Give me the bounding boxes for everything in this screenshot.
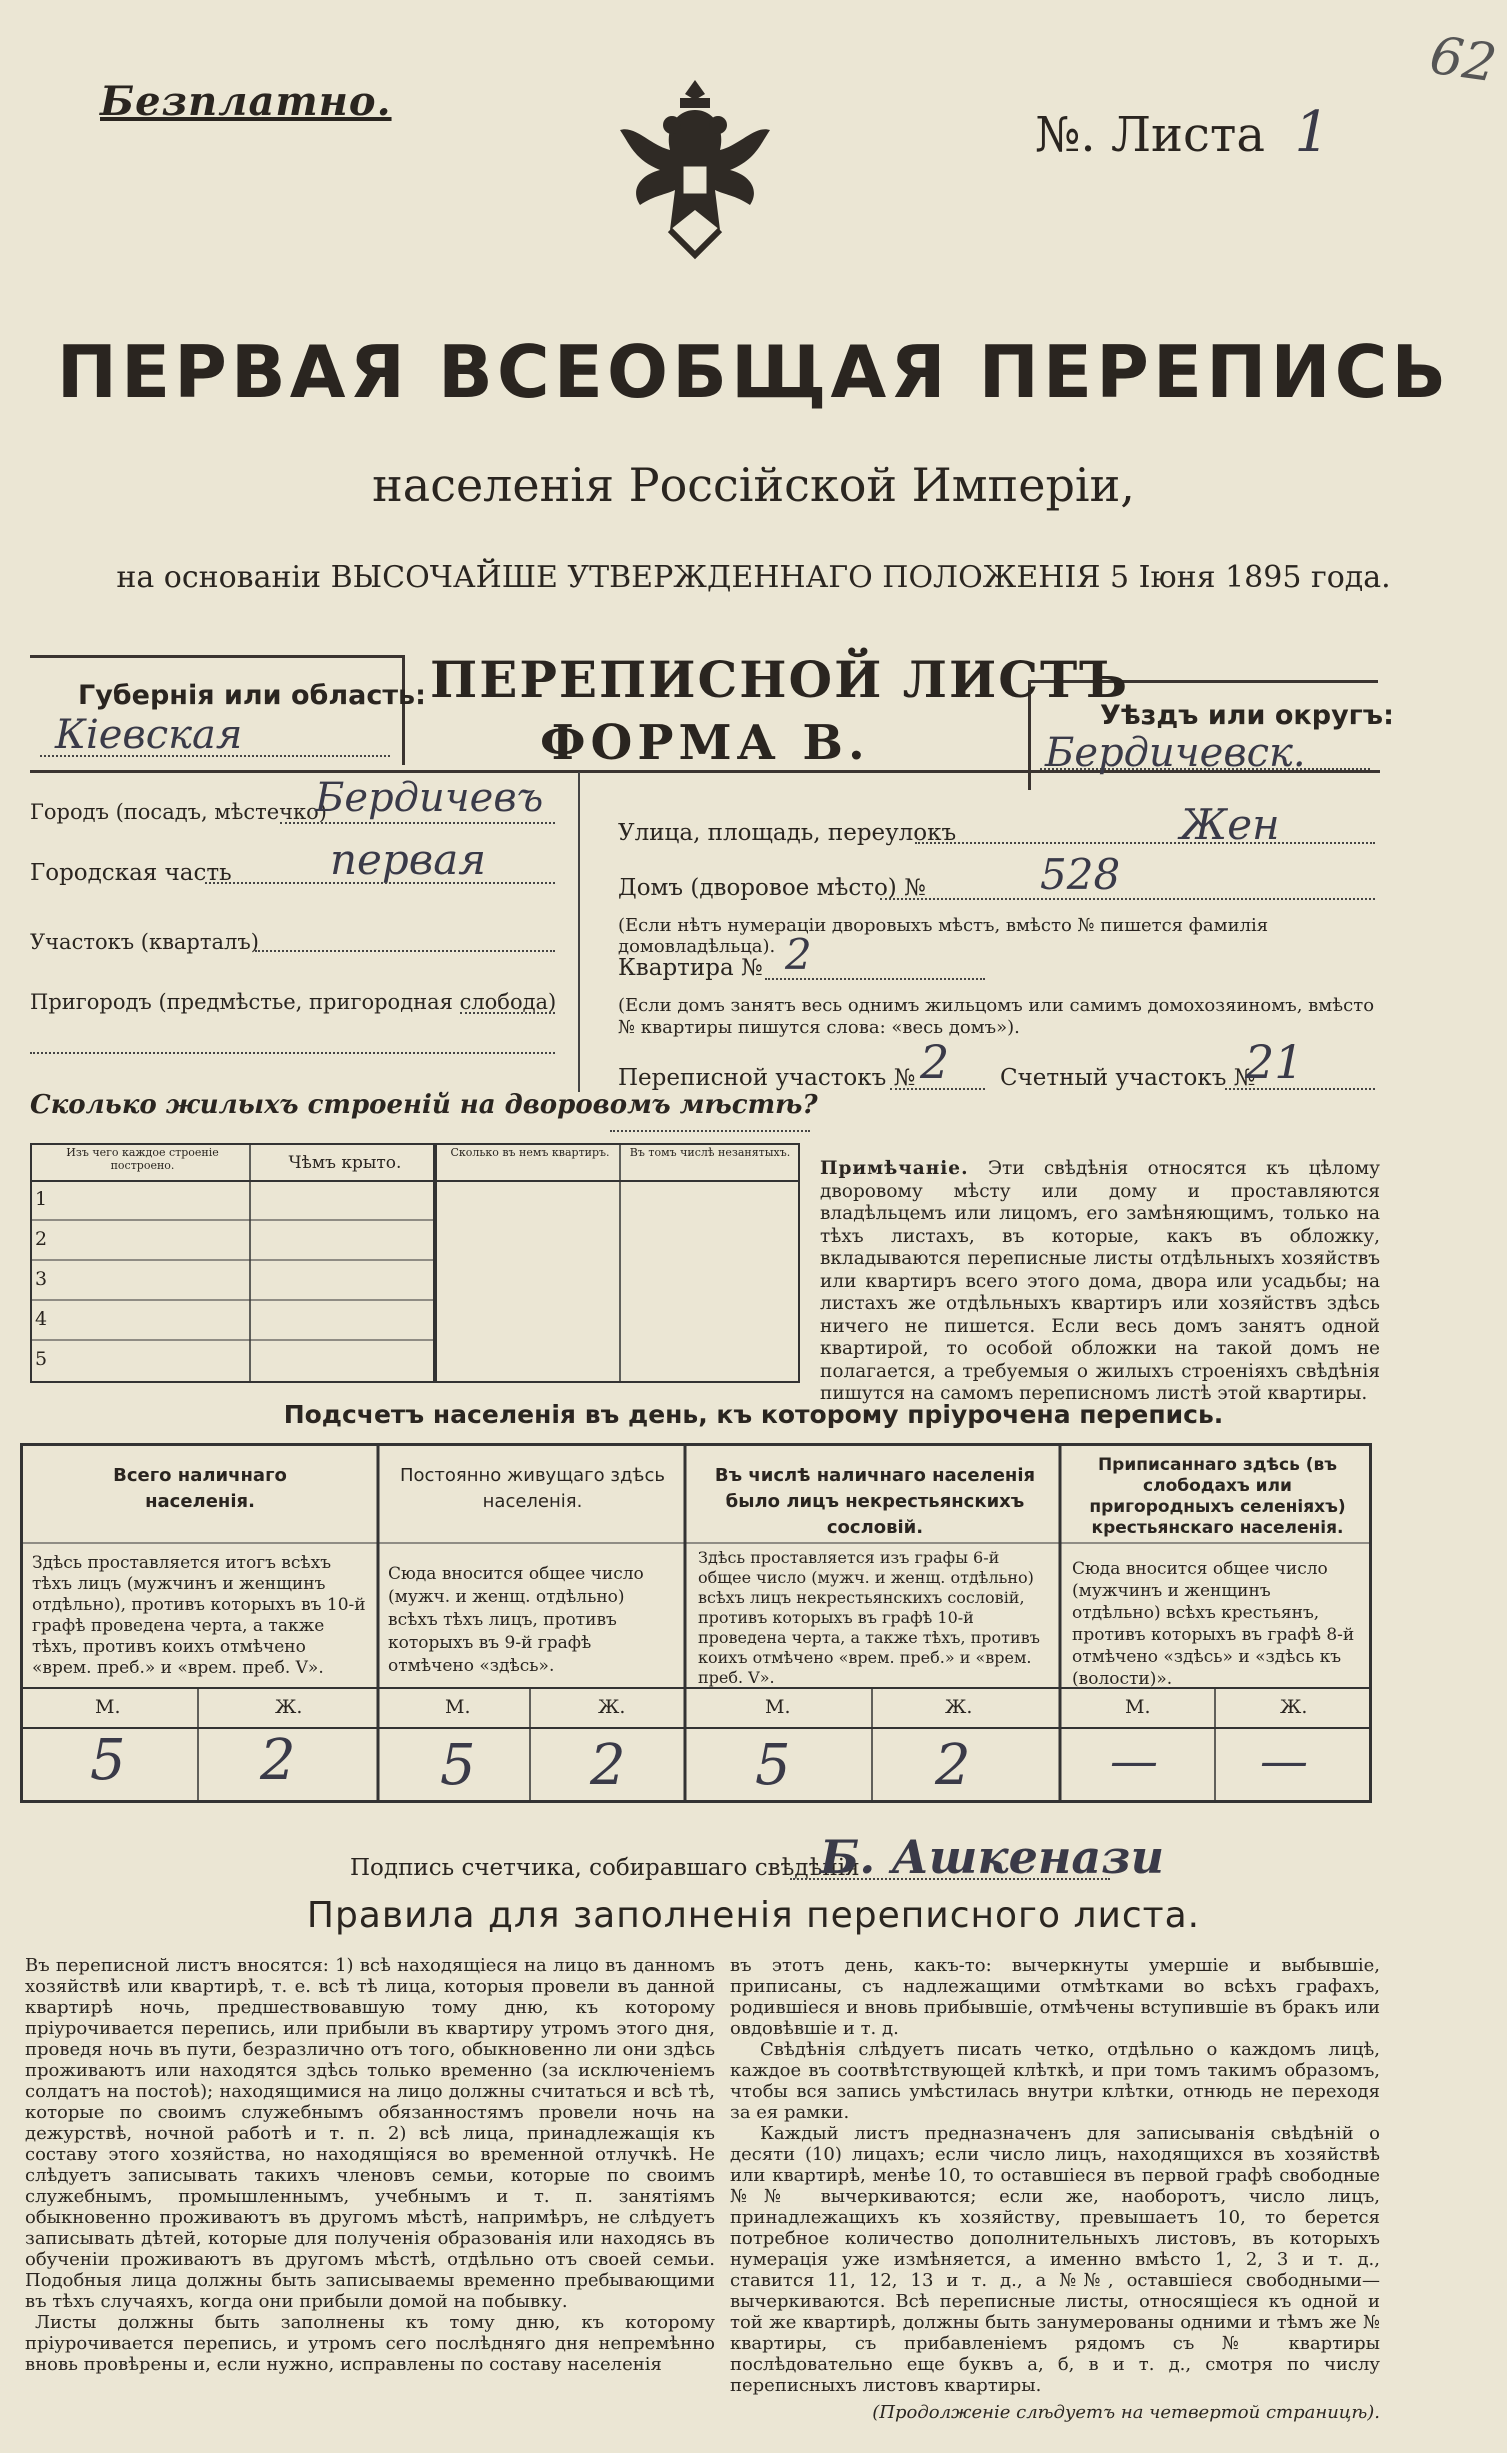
gubernia-label: Губернія или область: xyxy=(78,680,426,711)
uchastok-label: Участокъ (кварталъ) xyxy=(30,930,259,954)
chast-dots xyxy=(205,882,555,884)
rules-right-text-2: Свѣдѣнія слѣдуетъ писать четко, отдѣльно о каждомъ лицѣ, каждое въ соотвѣтствующей клѣткѣ, и при томъ такимъ образомъ, чтобы вся запись умѣстилась внутри клѣтки, отнюдь не переходя за ея рамки. xyxy=(730,2039,1380,2123)
pop-col4-f-value: — xyxy=(1260,1733,1308,1789)
uezd-label: Уѣздъ или округъ: xyxy=(1100,700,1394,731)
buildings-dots xyxy=(610,1130,810,1132)
buildings-question: Сколько жилыхъ строеній на дворовомъ мѣстѣ? xyxy=(30,1090,818,1120)
schetny-label: Счетный участокъ № xyxy=(1000,1065,1256,1091)
ulitsa-value: Жен xyxy=(1180,800,1280,849)
uchastok-dots xyxy=(255,950,555,952)
basis-line: на основаніи ВЫСОЧАЙШЕ УТВЕРЖДЕННАГО ПОЛОЖЕНІЯ 5 Іюня 1895 года. xyxy=(116,560,1391,595)
perepisnoy-label: Переписной участокъ № xyxy=(618,1065,916,1091)
note-text: Эти свѣдѣнія относятся къ цѣлому дворовому мѣсту или дому и проставляются владѣльцемъ или лицомъ, его замѣняющимъ, только на тѣхъ листахъ, въ которые, какъ въ обложку, вкладываются переписные листы отдѣльныхъ хозяйствъ или квартиръ всего этого дома, двора или усадьбы; на листахъ же отдѣльныхъ квартиръ или хозяйствъ здѣсь ничего не пишется. Если весь домъ занятъ одной квартирой, то особой обложки на такой домъ не полагается, а требуемыя о жилыхъ строеніяхъ свѣдѣнія пишутся на самомъ переписномъ листѣ этой квартиры. xyxy=(820,1158,1380,1404)
population-table xyxy=(20,1443,1372,1803)
prigorod-label: Пригородъ (предмѣстье, пригородная слобода) xyxy=(30,990,557,1014)
form-label: ФОРМА В. xyxy=(540,715,870,771)
row-number: 4 xyxy=(35,1308,48,1330)
pop-col3-m-value: 5 xyxy=(755,1733,791,1798)
pop-col4-m-value: — xyxy=(1110,1733,1158,1789)
gubernia-dots xyxy=(40,755,390,757)
chast-value: первая xyxy=(330,835,487,884)
schetny-dots xyxy=(1225,1088,1375,1090)
left-box-top xyxy=(30,655,405,658)
dom-dots xyxy=(880,898,1375,900)
dom-value: 528 xyxy=(1040,850,1121,899)
gorod-row: Городъ (посадъ, мѣстечко) xyxy=(30,800,328,824)
col-apts: Сколько въ немъ квартиръ. xyxy=(450,1146,610,1159)
pop-col3-m-label: М. xyxy=(765,1696,791,1718)
dom-note: (Если нѣтъ нумераціи дворовыхъ мѣстъ, вмѣсто № пишется фамилія домовладѣльца). xyxy=(618,915,1269,957)
pop-col4-f-label: Ж. xyxy=(1280,1696,1308,1718)
ulitsa-dots xyxy=(915,842,1375,844)
pop-col3-head: Въ числѣ наличнаго населенія было лицъ некрестьянскихъ сословій. xyxy=(714,1465,1036,1538)
uezd-dots xyxy=(1040,768,1370,770)
row-number: 5 xyxy=(35,1348,48,1370)
pop-col2-head: Постоянно живущаго здѣсь населенія. xyxy=(399,1465,665,1512)
prigorod-dots xyxy=(460,1012,555,1014)
uezd-value: Бердичевск. xyxy=(1045,730,1306,776)
pop-col2-f-value: 2 xyxy=(590,1733,626,1798)
buildings-table xyxy=(30,1143,800,1383)
rules-left-text-2: Листы должны быть заполнены къ тому дню, къ которому пріурочивается перепись, и утромъ сего послѣдняго дня непремѣнно вновь провѣрены и, если нужно, исправлены по составу населенія xyxy=(25,2312,715,2375)
pop-col2-m-label: М. xyxy=(445,1696,471,1718)
kvartira-label: Квартира № xyxy=(618,955,763,981)
col-roof: Чѣмъ крыто. xyxy=(288,1153,402,1173)
pop-col1-f-label: Ж. xyxy=(275,1696,303,1718)
pop-col1-f-value: 2 xyxy=(260,1728,296,1793)
pop-col3-desc: Здѣсь проставляется изъ графы 6-й общее число (мужч. и женщ. отдѣльно) всѣхъ лицъ некрестьянскихъ сословій, противъ которыхъ въ графѣ 10-й проведена черта, а также тѣхъ, противъ коихъ отмѣчено «врем. преб.» и «врем. преб. V». xyxy=(698,1548,1040,1687)
dom-label: Домъ (дворовое мѣсто) № xyxy=(618,875,926,901)
pop-col2-m-value: 5 xyxy=(440,1733,476,1798)
rules-continuation: (Продолженіе слѣдуетъ на четвертой страницѣ). xyxy=(872,2402,1380,2423)
signature-label: Подпись счетчика, собиравшаго свѣдѣнія xyxy=(350,1855,860,1881)
free-label: Безплатно. xyxy=(100,78,392,125)
note-title: Примѣчаніе. xyxy=(820,1158,969,1179)
buildings-note xyxy=(820,1158,1380,1406)
gorod-dots xyxy=(280,822,555,824)
kvartira-dots xyxy=(765,978,985,980)
pop-col4-desc: Сюда вносится общее число (мужчинъ и женщинъ отдѣльно) всѣхъ крестьянъ, противъ которыхъ въ графѣ 8-й отмѣчено «здѣсь» и «здѣсь къ (волости)». xyxy=(1072,1559,1355,1689)
kvartira-note: (Если домъ занятъ весь однимъ жильцомъ или самимъ домохозяиномъ, вмѣсто № квартиры пишутся слова: «весь домъ»). xyxy=(618,995,1375,1038)
rules-right-col xyxy=(730,1955,1380,2423)
pop-col1-desc: Здѣсь проставляется итогъ всѣхъ тѣхъ лицъ (мужчинъ и женщинъ отдѣльно), противъ которыхъ въ 10-й графѣ проведена черта, а также тѣхъ, противъ коихъ отмѣчено «врем. преб.» и «врем. преб. V». xyxy=(32,1553,366,1678)
prigorod-dots-2 xyxy=(30,1052,555,1054)
perepisnoy-dots xyxy=(890,1088,985,1090)
signature-value: Б. Ашкенази xyxy=(820,1830,1165,1884)
col-material: Изъ чего каждое строеніе построено. xyxy=(66,1146,219,1172)
pop-col1-head: Всего наличнаго населенія. xyxy=(113,1465,287,1512)
row-number: 2 xyxy=(35,1228,48,1250)
chast-label: Городская часть xyxy=(30,860,232,886)
double-headed-eagle-icon xyxy=(610,70,780,270)
page-stamp: 62 xyxy=(1426,25,1501,95)
pop-col3-f-label: Ж. xyxy=(945,1696,973,1718)
ulitsa-label: Улица, площадь, переулокъ xyxy=(618,820,957,846)
rules-title: Правила для заполненія переписного листа. xyxy=(306,1895,1201,1936)
pop-col4-m-label: М. xyxy=(1125,1696,1151,1718)
perepisnoy-value: 2 xyxy=(920,1035,950,1089)
pop-col1-m-value: 5 xyxy=(90,1728,126,1793)
population-heading: Подсчетъ населенія въ день, къ которому пріурочена перепись. xyxy=(283,1400,1224,1429)
sub-title: населенія Россійской Имперіи, xyxy=(372,458,1135,512)
col-empty: Въ томъ числѣ незанятыхъ. xyxy=(629,1146,791,1159)
rules-left-col xyxy=(25,1955,715,2375)
row-number: 3 xyxy=(35,1268,48,1290)
rules-left-text: Въ переписной листъ вносятся: 1) всѣ находящіеся на лицо въ данномъ хозяйствѣ или квартирѣ, т. е. всѣ тѣ лица, которыя провели въ данной квартирѣ ночь, предшествовавшую тому дню, къ которому пріурочивается перепись, или прибыли въ квартиру утромъ этого дня, проведя ночь въ пути, безразлично отъ того, обыкновенно ли они здѣсь проживаютъ или находятся здѣсь только временно (за исключеніемъ солдатъ на постоѣ); находящимися на лицо должны считаться и всѣ тѣ, которые по своимъ служебнымъ обязанностямъ провели ночь на дежурствѣ, ночной работѣ и т. п. 2) всѣ лица, принадлежащія къ составу этого хозяйства, но находящіяся во временной отлучкѣ. Не слѣдуетъ записывать такихъ членовъ семьи, которые по своимъ служебнымъ, промышленнымъ, учебнымъ и т. п. занятіямъ обыкновенно проживаютъ въ другомъ мѣстѣ, напримѣръ, не слѣдуетъ записывать дѣтей, которые для полученія образованія или находясь въ обученіи проживаютъ въ другомъ мѣстѣ, отдѣльно отъ своей семьи. Подобныя лица должны быть записываемы временно пребывающими въ тѣхъ случаяхъ, когда они прибыли домой на побывку. xyxy=(25,1955,715,2312)
kvartira-value: 2 xyxy=(785,930,812,979)
rules-right-text-3: Каждый листъ предназначенъ для записыванія свѣдѣній о десяти (10) лицахъ; если число лицъ, находящихся въ хозяйствѣ или квартирѣ, менѣе 10, то оставшіеся въ первой графѣ свободные №№ вычеркиваются; если же, наоборотъ, число лицъ, принадлежащихъ къ хозяйству, превышаетъ 10, то берется потребное количество дополнительныхъ листовъ, въ которыхъ нумерація уже измѣняется, а именно вмѣсто 1, 2, 3 и т. д., ставится 11, 12, 13 и т. д., а №№, оставшіеся свободными—вычеркиваются. Всѣ переписные листы, относящіеся къ одной и той же квартирѣ, должны быть занумерованы одними и тѣмъ же № квартиры, съ прибавленіемъ рядомъ съ № квартиры послѣдовательно еще буквъ а, б, в и т. д., смотря по числу переписныхъ листовъ квартиры. xyxy=(730,2123,1380,2396)
sheet-number-value: 1 xyxy=(1294,100,1330,165)
pop-col3-f-value: 2 xyxy=(935,1733,971,1798)
pop-col4-head: Приписаннаго здѣсь (въ слободахъ или пригородныхъ селеніяхъ) крестьянскаго населенія. xyxy=(1089,1455,1346,1538)
pop-col2-desc: Сюда вносится общее число (мужч. и женщ. отдѣльно) всѣхъ тѣхъ лицъ, противъ которыхъ въ 9-й графѣ отмѣчено «здѣсь». xyxy=(388,1564,644,1676)
schetny-value: 21 xyxy=(1245,1035,1304,1089)
vertical-divider xyxy=(578,772,580,1092)
sheet-number-label: №. Листа 1 xyxy=(1035,100,1330,165)
pop-col1-m-label: М. xyxy=(95,1696,121,1718)
main-title: ПЕРВАЯ ВСЕОБЩАЯ ПЕРЕПИСЬ xyxy=(56,330,1451,414)
gubernia-value: Кіевская xyxy=(55,712,243,758)
row-number: 1 xyxy=(35,1188,48,1210)
gorod-value: Бердичевъ xyxy=(315,775,544,821)
pop-col2-f-label: Ж. xyxy=(598,1696,626,1718)
form-name: ПЕРЕПИСНОЙ ЛИСТЪ xyxy=(430,650,1130,709)
rules-right-text: въ этотъ день, какъ-то: вычеркнуты умершіе и выбывшіе, приписаны, съ надлежащими отмѣтками во всѣхъ графахъ, родившіеся и вновь прибывшіе, отмѣчены вступившіе въ бракъ или овдовѣвшіе и т. д. xyxy=(730,1955,1380,2039)
